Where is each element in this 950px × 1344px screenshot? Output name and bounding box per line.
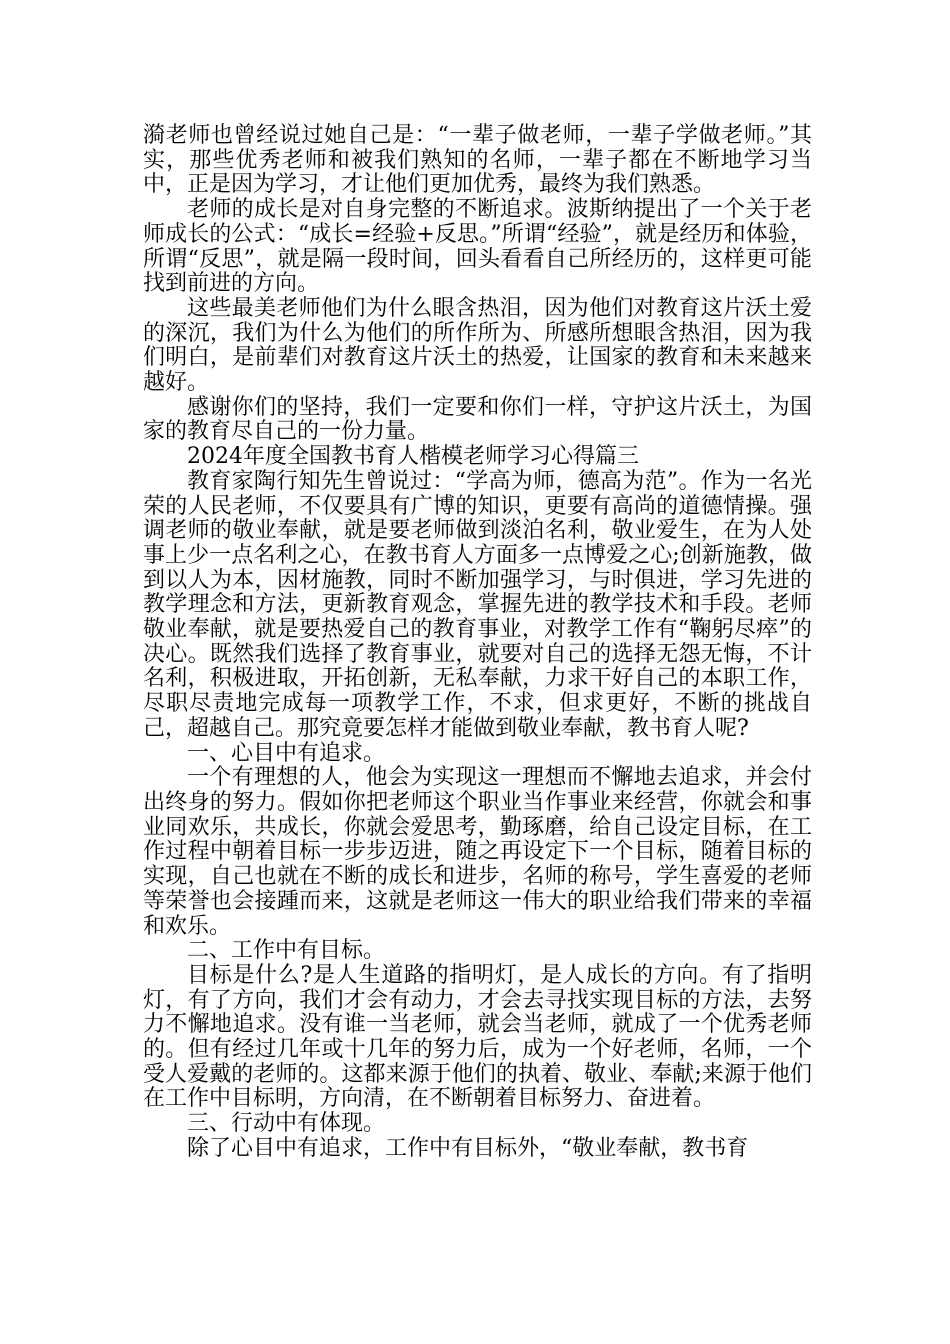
paragraph-tao-xingzhi: 教育家陶行知先生曾说过：“学高为师，德高为范”。作为一名光荣的人民老师，不仅要具有广博的知识，更要有高尚的道德情操。强调老师的敬业奉献，就是要老师做到淡泊名利，敬业爱生，在为人处事上少一点名利之心，在教书育人方面多一点博爱之心;创新施教，做到以人为本，因材施教，同时不断加强学习，与时俱进，学习先进的教学理念和方法，更新教育观念，掌握先进的教学技术和手段。老师敬业奉献，就是要热爱自己的教育事业，对教学工作有“鞠躬尽瘁”的决心。既然我们选择了教育事业，就要对自己的选择无怨无悔，不计名利，积极进取，开拓创新，无私奉献，力求干好自己的本职工作，尽职尽责地完成每一项教学工作，不求，但求更好，不断的挑战自己，超越自己。那究竟要怎样才能做到敬业奉献，教书育人呢? [143, 468, 812, 741]
document-page [143, 124, 812, 1162]
subheading-pursuit: 一、心目中有追求。 [187, 740, 386, 766]
paragraph-action: 除了心目中有追求，工作中有目标外，“敬业奉献，教书育 [187, 1135, 749, 1161]
paragraph-thanks: 感谢你们的坚持，我们一定要和你们一样，守护这片沃土，为国家的教育尽自己的一份力量。 [143, 394, 812, 445]
subheading-goal: 二、工作中有目标。 [187, 938, 386, 964]
paragraph-pursuit: 一个有理想的人，他会为实现这一理想而不懈地去追求，并会付出终身的努力。假如你把老师这个职业当作事业来经营，你就会和事业同欢乐，共成长，你就会爱思考，勤琢磨，给自己设定目标，在工作过程中朝着目标一步步迈进，随之再设定下一个目标，随着目标的实现，自己也就在不断的成长和进步，名师的称号，学生喜爱的老师等荣誉也会接踵而来，这就是老师这一伟大的职业给我们带来的幸福和欢乐。 [143, 765, 812, 939]
paragraph-teacher-growth: 老师的成长是对自身完整的不断追求。波斯纳提出了一个关于老师成长的公式：“成长=经验+反思。”所谓“经验”，就是经历和体验，所谓“反思”，就是隔一段时间，回头看看自己所经历的，这样更可能找到前进的方向。 [143, 197, 812, 297]
paragraph-goal: 目标是什么?是人生道路的指明灯，是人成长的方向。有了指明灯，有了方向，我们才会有动力，才会去寻找实现目标的方法，去努力不懈地追求。没有谁一当老师，就会当老师，就成了一个优秀老师的。但有经过几年或十几年的努力后，成为一个好老师，名师，一个受人爱戴的老师的。这都来源于他们的执着、敬业、奉献;来源于他们在工作中目标明，方向清，在不断朝着目标努力、奋进着。 [143, 962, 812, 1112]
section-heading: 2024年度全国教书育人楷模老师学习心得篇三 [187, 444, 639, 470]
subheading-action: 三、行动中有体现。 [187, 1111, 386, 1137]
paragraph-continued: 漪老师也曾经说过她自己是：“一辈子做老师，一辈子学做老师。”其实，那些优秀老师和被我们熟知的名师，一辈子都在不断地学习当中，正是因为学习，才让他们更加优秀，最终为我们熟悉。 [143, 123, 812, 198]
paragraph-best-teachers: 这些最美老师他们为什么眼含热泪，因为他们对教育这片沃土爱的深沉，我们为什么为他们的所作所为、所感所想眼含热泪，因为我们明白，是前辈们对教育这片沃土的热爱，让国家的教育和未来越来越好。 [143, 295, 812, 396]
